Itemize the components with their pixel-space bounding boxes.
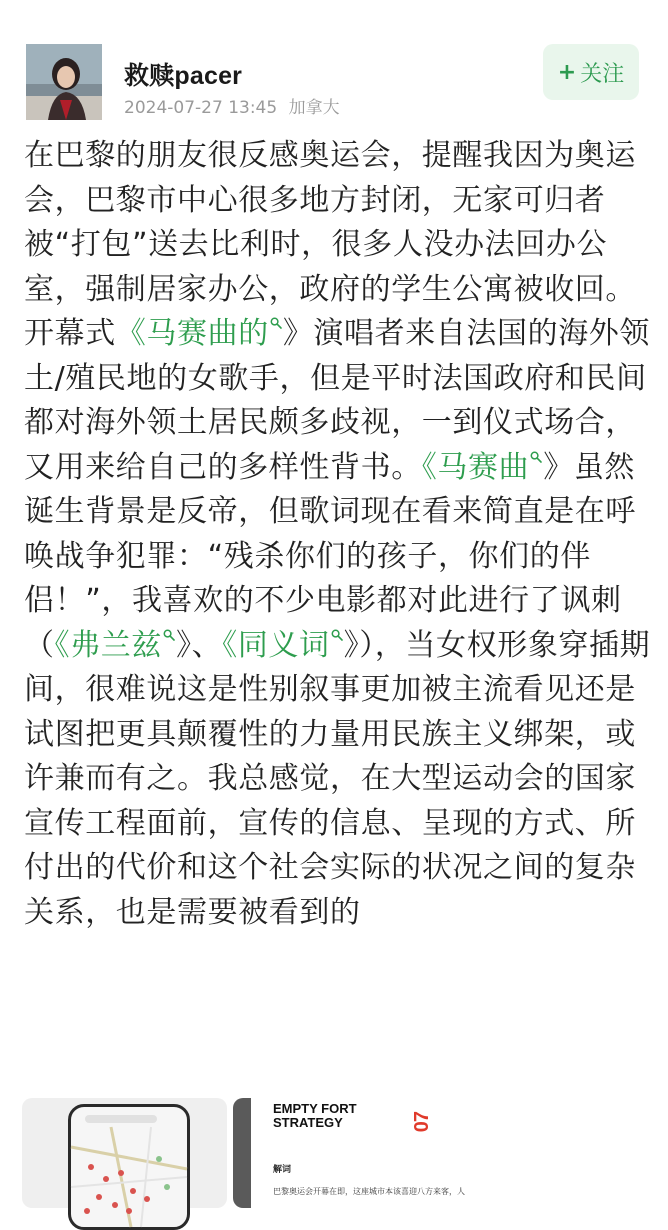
phone-screenshot [68,1104,190,1230]
post-text-segment: 》、 [176,627,223,663]
search-icon [331,629,343,641]
search-icon [270,317,282,329]
article-number: 07 [411,1112,433,1133]
post-text-segment: 》），当女权形象穿插期间，很难说这是性别叙事更加被主流看见还是试图把更具颠覆性的力量用民族主义绑架，或许兼而有之。我总感觉，在大型运动会的国家宣传工程面前，宣传的信息、呈现的方式、所付出的代价和这个社会实际的状况之间的复杂关系，也是需要被看到的 [24,627,651,930]
topic-link-label: 《马赛曲 [421,449,530,485]
post-location: 加拿大 [288,98,340,118]
post-text-segment: 在巴黎的朋友很反感奥运会，提醒我因为奥运会，巴黎市中心很多地方封闭，无家可归者被“打包”送去比利时，很多人没办法回办公室，强制居家办公，政府的学生公寓被收回。开幕式 [24,138,636,351]
article-page [251,1098,465,1208]
post-text-segment: 》演唱者来自法国的海外领土/殖民地的女歌手，但是平时法国政府和民间都对海外领土居民颇多歧视，一到仪式场合，又用来给自己的多样性背书。 [24,316,651,485]
post-text-segment: 》虽然诞生背景是反帝，但歌词现在看来简直是在呼唤战争犯罪：“残杀你们的孩子，你们的伴侣！”，我喜欢的不少电影都对此进行了讽刺（ [24,449,636,663]
avatar[interactable] [26,44,102,120]
post-date: 2024-07-27 13:45 [124,98,278,118]
topic-link-frantz[interactable] [55,628,176,663]
post-text [24,134,652,935]
topic-link-label: 《马赛曲的 [115,316,269,351]
image-thumbnail-map[interactable] [22,1098,227,1208]
article-text: 巴黎奥运会开幕在即，这座城市本该喜迎八方来客，人 [273,1187,465,1196]
topic-link-marseillaise-2[interactable] [422,450,543,485]
topic-link-label: 《弗兰兹 [54,627,163,663]
follow-label: 关注 [580,61,625,87]
post-images [22,1098,646,1208]
search-icon [163,629,175,641]
topic-link-marseillaise[interactable] [116,316,283,351]
post-meta [124,93,340,118]
follow-button[interactable] [543,44,639,100]
avatar-photo-icon [26,44,102,120]
article-section-label: 解词 [273,1165,292,1175]
image-thumbnail-article[interactable] [233,1098,465,1208]
post-header [0,0,668,128]
topic-link-synonymes[interactable] [222,628,343,663]
author-name[interactable]: 救赎pacer [124,62,243,90]
topic-link-label: 《同义词 [222,627,330,663]
plus-icon: + [557,59,577,85]
article-title: EMPTY FORT STRATEGY [273,1101,357,1130]
map-icon [71,1107,187,1227]
search-icon [530,451,542,463]
